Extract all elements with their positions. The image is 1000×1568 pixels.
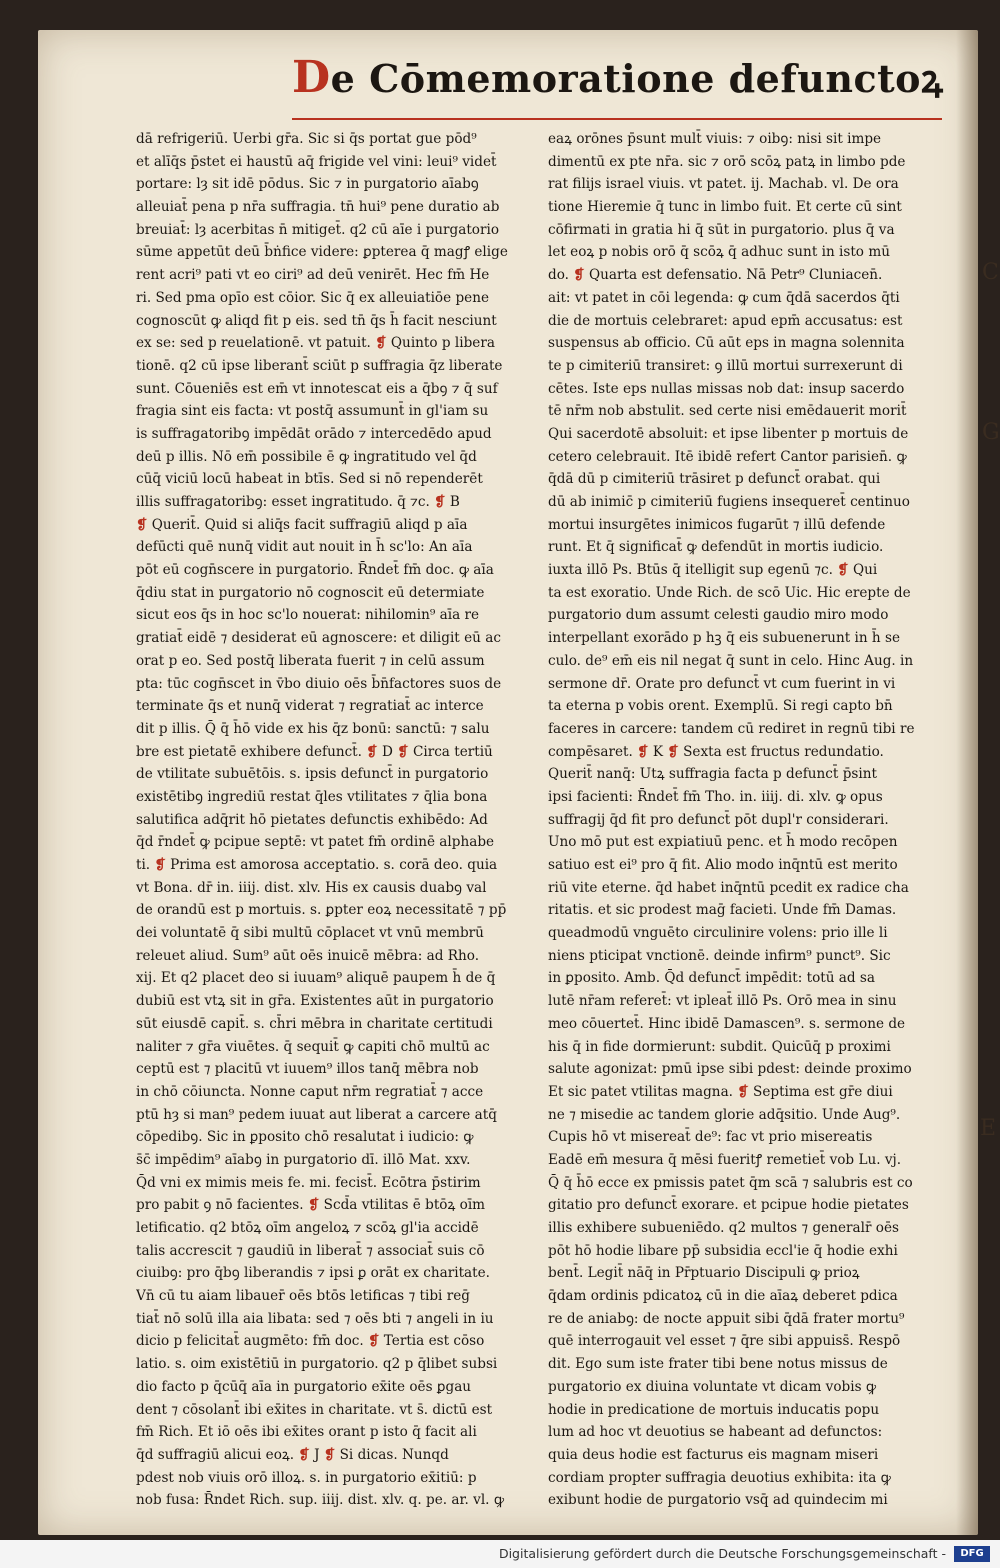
text-line: illis exhibere subueniēdo. q2 multos ⁊ generalr̄ oēs bbox=[548, 1220, 899, 1236]
paragraph-mark: ❡ bbox=[573, 267, 585, 284]
text-line: alleuiat̄ pena p nr̄a suffragia. tn̄ hui⁹ pene duratio ab bbox=[136, 199, 500, 216]
text-line: vt Bona. dr̄ in. iiij. dist. xlv. His ex causis duabꝯ val bbox=[136, 879, 487, 896]
text-line: ptū hȝ si man⁹ pedem iuuat aut liberat a carcere atq̄ bbox=[136, 1106, 497, 1123]
text-line: illis suffragatoribꝯ: esset ingratitudo. q̄ ⁊c. ❡ B bbox=[136, 494, 460, 510]
text-line: pdest nob viuis orō illoꝝ. s. in purgatorio ex̄itiū: p bbox=[136, 1469, 477, 1486]
text-line: runt. Et q̄ significat̄ ꝙ defendūt in mortis iudicio. bbox=[548, 539, 884, 556]
heading-rule bbox=[292, 118, 942, 120]
text-line: tē nr̄m nob abstulit. sed certe nisi emēdauerit morit̄ bbox=[548, 403, 907, 420]
text-line: q̄d r̄ndet̄ ꝙ pcipue septē: vt patet fm̄ ordinē alphabe bbox=[136, 834, 495, 851]
text-line: his q̄ in fide dormierunt: subdit. Quicūq̄ p proximi bbox=[548, 1038, 891, 1055]
text-line: Qui sacerdotē absoluit: et ipse libenter p mortuis de bbox=[548, 425, 909, 442]
text-line: ri. Sed pma opīo est cōior. Sic q̄ ex alleuiatiōe pene bbox=[136, 289, 490, 306]
text-line: mortui insurgētes inimicos fugarūt ⁊ illū defende bbox=[548, 516, 886, 533]
text-line: ceptū est ⁊ placitū vt iuuem⁹ illos tanq̄ mēbra nob bbox=[136, 1061, 479, 1078]
text-line: ciuibꝯ: pro q̄bꝯ liberandis ⁊ ipsi ꝑ orāt ex charitate. bbox=[136, 1265, 490, 1282]
text-line: latio. s. oim existētiū in purgatorio. q2 p q̄libet subsi bbox=[136, 1356, 498, 1373]
text-line: tione Hieremie q̄ tunc in limbo fuit. Et certe cū sint bbox=[548, 199, 902, 216]
text-line: nob fusa: R̄ndet Rich. sup. iiij. dist. xlv. q. pe. ar. vl. ꝙ bbox=[136, 1492, 505, 1509]
paragraph-mark: ❡ bbox=[136, 516, 148, 533]
text-line: letificatio. q2 btōꝝ oīm angeloꝝ ⁊ scōꝝ gl'ia accidē bbox=[136, 1220, 479, 1236]
text-line: de orandū est p mortuis. s. ꝑpter eoꝝ necessitatē ⁊ pp̄ bbox=[136, 902, 507, 919]
text-line: cētes. Iste eps nullas missas nob dat: insup sacerdo bbox=[548, 380, 905, 397]
paragraph-mark: ❡ bbox=[837, 562, 849, 579]
text-line: exibunt hodie de purgatorio vsq̄ ad quindecim mi bbox=[548, 1492, 888, 1509]
text-line: dit p illis. Q̄ q̄ h̄ō vide ex his q̄z bonū: sanctū: ⁊ salu bbox=[136, 720, 490, 737]
text-line: eaꝝ orōnes p̄sunt mult̄ viuis: ⁊ oibꝯ: nisi sit impe bbox=[548, 131, 882, 147]
text-line: portare: lȝ sit idē pōdus. Sic ⁊ in purgatorio aīabꝯ bbox=[136, 176, 479, 193]
heading-initial: D bbox=[292, 52, 331, 103]
text-line: cognoscūt ꝙ aliqd fit p eis. sed tn̄ q̄s h̄ facit nesciunt bbox=[136, 312, 497, 329]
text-line: Uno mō put est expiatiuū penc. et h̄ modo recōpen bbox=[548, 834, 898, 851]
text-line: q̄dā dū p cimiteriū trāsiret p defunct̄ orabat. qui bbox=[548, 471, 881, 488]
text-line: tionē. q2 cū ipse liberant̄ sciūt p suffragia q̄z liberate bbox=[136, 357, 503, 374]
text-line: gratiat̄ eidē ⁊ desiderat eū agnoscere: et diligit eū ac bbox=[136, 630, 501, 647]
text-line: Q̄d vni ex mimis meis fe. mi. fecist̄. Ecōtra p̄stirim bbox=[136, 1174, 481, 1191]
marginal-letter: E bbox=[980, 1116, 997, 1141]
text-line: lum ad hoc vt deuotius se habeant ad defunctos: bbox=[548, 1424, 883, 1441]
text-line: purgatorio dum assumt celesti gaudio miro modo bbox=[548, 607, 889, 624]
text-line: ex se: sed p reuelationē. vt patuit. ❡ Quinto p libera bbox=[136, 335, 495, 352]
footer-bar bbox=[0, 1540, 1000, 1568]
paragraph-mark: ❡ bbox=[667, 743, 679, 760]
text-line: orat p eo. Sed postq̄ liberata fuerit ⁊ in celū assum bbox=[136, 652, 485, 669]
text-line: rat filijs israel viuis. vt patet. ij. Machab. vl. De ora bbox=[548, 176, 899, 193]
marginal-letter: G bbox=[982, 420, 1000, 445]
text-line: s̄c̄ impēdim⁹ aīabꝯ in purgatorio dī. illō Mat. xxv. bbox=[136, 1151, 471, 1168]
text-line: q̄d suffragiū alicui eoꝝ. ❡ J ❡ Si dicas. Nunqd bbox=[136, 1446, 449, 1463]
text-line: quē interrogauit vel esset ⁊ q̄re sibi appuiss̄. Respō bbox=[548, 1333, 901, 1350]
paragraph-mark: ❡ bbox=[434, 494, 446, 510]
text-line: Cupis hō vt misereat̄ de⁹: fac vt prio misereatis bbox=[548, 1129, 873, 1146]
text-line: xij. Et q2 placet deo si iuuam⁹ aliquē paupem h̄ de q̄ bbox=[136, 970, 496, 987]
paragraph-mark: ❡ bbox=[154, 857, 166, 873]
text-line: talis accrescit ⁊ gaudiū in liberat̄ ⁊ associat̄ suis cō bbox=[136, 1242, 485, 1259]
text-line: iuxta illō Ps. Btūs q̄ itelligit sup egenū ⁊c. ❡ Qui bbox=[548, 562, 878, 579]
text-line: dicio p felicitat̄ augmēto: fm̄ doc. ❡ Tertia est cōso bbox=[136, 1333, 485, 1350]
text-line: ta est exoratio. Unde Rich. de scō Uic. Hic erepte de bbox=[548, 584, 911, 601]
text-line: dā refrigeriū. Uerbi gr̄a. Sic si q̄s portat gue pōd⁹ bbox=[136, 131, 477, 147]
text-line: dit. Ego sum iste frater tibi bene notus missus de bbox=[548, 1356, 888, 1373]
text-line: sūt eiusdē capit̄. s. ch̄ri mēbra in charitate certitudi bbox=[136, 1015, 493, 1032]
text-line: dei voluntatē q̄ sibi multū cōplacet vt vnū membrū bbox=[136, 925, 484, 942]
text-line: pōt hō hodie libare pp̄ subsidia eccl'ie q̄ hodie exhi bbox=[548, 1242, 898, 1259]
text-line: ne ⁊ misedie ac tandem glorie adq̄sitio. Unde Aug⁹. bbox=[548, 1106, 901, 1123]
text-line: satiuo est ei⁹ pro q̄ fit. Alio modo inq̄ntū est merito bbox=[548, 857, 898, 873]
text-line: culo. de⁹ em̄ eis nil negat q̄ sunt in celo. Hinc Aug. in bbox=[548, 652, 914, 669]
page-edge-shadow bbox=[956, 30, 978, 1535]
paragraph-mark: ❡ bbox=[366, 743, 378, 760]
text-line: queadmodū vnguēto circulinire volens: prio ille li bbox=[548, 925, 888, 942]
dfg-logo: DFG bbox=[954, 1546, 990, 1562]
text-line: pta: tūc cogn̄scet in v̄bo diuio oēs b̄n̄factores suos de bbox=[136, 675, 502, 692]
heading-text: e Cōmemoratione defunctoꝝ bbox=[330, 56, 944, 101]
paragraph-mark: ❡ bbox=[323, 1446, 336, 1463]
text-line: bre est pietatē exhibere defunct̄. ❡ D ❡ Circa tertiū bbox=[136, 743, 493, 760]
text-line: cetero celebrauit. Itē ibidē refert Cantor parisien̄. ꝙ bbox=[548, 448, 907, 465]
text-line: dū ab inimic̄ p cimiteriū fugiens insequeret̄ centinuo bbox=[548, 494, 910, 510]
footer-credit: Digitalisierung gefördert durch die Deutsche Forschungsgemeinschaft - bbox=[498, 1546, 946, 1561]
text-line: re de aniabꝯ: de nocte appuit sibi q̄dā frater mortu⁹ bbox=[548, 1310, 905, 1327]
left-column bbox=[136, 128, 548, 1512]
text-line: suffragij q̄d fit pro defunct̄ pōt dupl'r considerari. bbox=[548, 811, 889, 828]
text-line: faceres in carcere: tandem cū rediret in regnū tibi re bbox=[548, 720, 915, 737]
text-line: in ꝑposito. Amb. Q̄d defunct̄ impēdit: totū ad sa bbox=[548, 970, 876, 987]
text-line: Et sic patet vtilitas magna. ❡ Septima est gr̄e diui bbox=[548, 1083, 893, 1100]
text-line: dent ⁊ cōsolant̄ ibi ex̄ites in charitate. vt s̄. dictū est bbox=[136, 1401, 493, 1418]
text-line: purgatorio ex diuina voluntate vt dicam vobis ꝙ bbox=[548, 1378, 877, 1395]
text-line: Eadē em̄ mesura q̄ mēsi fueritꝭ remetiet̄ vob Lu. vj. bbox=[548, 1151, 902, 1168]
text-line: defūcti quē nunq̄ vidit aut nouit in h̄ sc'lo: An aīa bbox=[136, 539, 473, 556]
text-line: terminate q̄s et nunq̄ viderat ⁊ regratiat̄ ac interce bbox=[136, 698, 484, 715]
text-line: cōfirmati in gratia hi q̄ sūt in purgatorio. plus q̄ va bbox=[548, 221, 895, 238]
text-line: sunt. Cōueniēs est em̄ vt innotescat eis a q̄bꝯ ⁊ q̄ suf bbox=[136, 380, 498, 397]
text-line: et alīq̄s p̄stet ei haustū aq̄ frigide vel vini: leui⁹ videt̄ bbox=[136, 153, 497, 170]
text-line: cōpedibꝯ. Sic in ꝑposito chō resalutat i iudicio: ꝙ bbox=[136, 1129, 474, 1146]
text-line: ta eterna p vobis orent. Exemplū. Si regi capto bn̄ bbox=[548, 698, 893, 715]
text-line: lutē nr̄am referet̄: vt ipleat̄ illō Ps. Orō mea in sinu bbox=[548, 993, 897, 1010]
page-heading bbox=[292, 52, 944, 112]
text-line: is suffragatoribꝯ impēdāt orādo ⁊ intercedēdo apud bbox=[136, 425, 492, 442]
text-line: in chō cōiuncta. Nonne caput nr̄m regratiat̄ ⁊ acce bbox=[136, 1083, 484, 1100]
text-line: ritatis. et sic prodest maḡ facieti. Unde fm̄ Damas. bbox=[548, 902, 897, 919]
text-line: sicut eos q̄s in hoc sc'lo nouerat: nihilomin⁹ aīa re bbox=[136, 607, 480, 624]
text-line: te p cimiteriū transiret: ꝯ illū mortui surrexerunt di bbox=[548, 357, 903, 374]
paragraph-mark: ❡ bbox=[368, 1333, 380, 1350]
text-line: bent̄. Legit̄ nāq̄ in Pr̄ptuario Discipuli ꝙ prioꝝ bbox=[548, 1265, 860, 1282]
text-line: riū vite eterne. q̄d habet inq̄ntū pcedit ex radice cha bbox=[548, 879, 909, 896]
paragraph-mark: ❡ bbox=[397, 743, 409, 760]
text-line: cūq̄ viciū locū habeat in btīs. Sed si nō rependerēt bbox=[136, 471, 483, 488]
text-line: quia deus hodie est facturus eis magnam miseri bbox=[548, 1446, 879, 1463]
text-line: ❡ Querit̄. Quid si aliq̄s facit suffragiū aliqd p aīa bbox=[136, 516, 468, 533]
text-line: gitatio pro defunct̄ exorare. et pcipue hodie pietates bbox=[548, 1197, 909, 1214]
paragraph-mark: ❡ bbox=[375, 335, 387, 352]
text-line: cordiam propter suffragia deuotius exhibita: ita ꝙ bbox=[548, 1469, 891, 1486]
text-line: Querit̄ nanq̄: Utꝝ suffragia facta p defunct̄ p̄sint bbox=[548, 766, 877, 783]
text-line: pro pabit ꝯ nō facientes. ❡ Scd̄a vtilitas ē btōꝝ oīm bbox=[136, 1197, 486, 1214]
text-line: Q̄ q̄ h̄ō ecce ex pmissis patet q̄m scā ⁊ salubris est co bbox=[548, 1174, 913, 1191]
text-line: ti. ❡ Prima est amorosa acceptatio. s. corā deo. quia bbox=[136, 857, 498, 873]
text-line: let eoꝝ p nobis orō q̄ scōꝝ q̄ adhuc sunt in isto mū bbox=[548, 244, 890, 261]
text-line: deū p illis. Nō em̄ possibile ē ꝙ ingratitudo vel q̄d bbox=[136, 448, 477, 465]
text-line: compēsaret. ❡ K ❡ Sexta est fructus redundatio. bbox=[548, 743, 884, 760]
text-line: dimentū ex pte nr̄a. sic ⁊ orō scōꝝ patꝝ in limbo pde bbox=[548, 153, 906, 170]
text-line: rent acri⁹ pati vt eo ciri⁹ ad deū venirēt. Hec fm̄ He bbox=[136, 267, 490, 284]
text-line: ipsi facienti: R̄ndet̄ fm̄ Tho. in. iiij. di. xlv. ꝙ opus bbox=[548, 788, 883, 805]
text-line: releuet aliud. Sum⁹ aūt oēs inuicē mēbra: ad Rho. bbox=[136, 947, 480, 964]
text-line: die de mortuis celebraret: apud epm̄ accusatus: est bbox=[548, 312, 903, 329]
paragraph-mark: ❡ bbox=[298, 1446, 310, 1463]
text-line: niens pticipat vnctionē. deinde infirm⁹ punct⁹. Sic bbox=[548, 947, 891, 964]
text-line: salute agonizat: pmū ipse sibi pdest: deinde proximo bbox=[548, 1061, 912, 1078]
paragraph-mark: ❡ bbox=[737, 1083, 749, 1100]
text-line: fragia sint eis facta: vt postq̄ assumunt̄ in gl'iam su bbox=[136, 403, 489, 420]
right-column bbox=[548, 128, 940, 1512]
text-line: hodie in predicatione de mortuis inducatis popu bbox=[548, 1401, 880, 1418]
marginal-letter: C bbox=[982, 260, 999, 285]
text-line: breuiat̄: lȝ acerbitas n̄ mitiget̄. q2 cū aīe i purgatorio bbox=[136, 221, 500, 238]
text-line: do. ❡ Quarta est defensatio. Nā Petr⁹ Cluniacen̄. bbox=[548, 267, 883, 284]
text-line: Vn̄ cū tu aiam libauer̄ oēs btōs letificas ⁊ tibi reḡ bbox=[136, 1288, 470, 1305]
text-line: q̄dam ordinis pdicatoꝝ cū in die aīaꝝ deberet pdica bbox=[548, 1288, 898, 1305]
text-line: de vtilitate subuētōis. s. ipsis defunct̄ in purgatorio bbox=[136, 766, 489, 783]
text-line: tiat̄ nō solū illa aia libata: sed ⁊ oēs bti ⁊ angeli in iu bbox=[136, 1310, 494, 1327]
text-line: pōt eū cogn̄scere in purgatorio. R̄ndet̄ fm̄ doc. ꝙ aīa bbox=[136, 562, 494, 579]
text-line: salutifica adq̄rit hō pietates defunctis exhibēdo: Ad bbox=[136, 811, 488, 828]
text-line: interpellant exorādo p hꝫ q̄ eis subuenerunt in h̄ se bbox=[548, 630, 901, 647]
text-line: q̄diu stat in purgatorio nō cognoscit eū determiate bbox=[136, 584, 485, 601]
text-line: fm̄ Rich. Et iō oēs ibi ex̄ites orant p isto q̄ facit ali bbox=[136, 1424, 477, 1441]
text-line: suspensus ab officio. Cū aūt eps in magna solennita bbox=[548, 335, 905, 352]
paragraph-mark: ❡ bbox=[307, 1197, 320, 1214]
text-line: existētibꝯ ingrediū restat q̄les vtilitates ⁊ q̄lia bona bbox=[136, 788, 488, 805]
text-line: naliter ⁊ gr̄a viuētes. q̄ sequit̄ ꝙ capiti chō multū ac bbox=[136, 1038, 490, 1055]
text-line: sūme appetūt deū b̄ṅfice videre: ꝑpterea q̄ magꝭ elige bbox=[136, 244, 508, 261]
text-line: sermone dr̄. Orate pro defunct̄ vt cum fuerint in vi bbox=[548, 675, 896, 692]
text-line: ait: vt patet in cōi legenda: ꝙ cum q̄dā sacerdos q̄ti bbox=[548, 289, 900, 306]
paragraph-mark: ❡ bbox=[637, 743, 649, 760]
text-line: dubiū est vtꝝ sit in gr̄a. Existentes aūt in purgatorio bbox=[136, 993, 494, 1010]
text-line: dio facto p q̄cūq̄ aīa in purgatorio ex̄ite oēs ꝑgau bbox=[136, 1378, 472, 1395]
text-line: meo cōuertet̄. Hinc ibidē Damascen⁹. s. sermone de bbox=[548, 1015, 906, 1032]
